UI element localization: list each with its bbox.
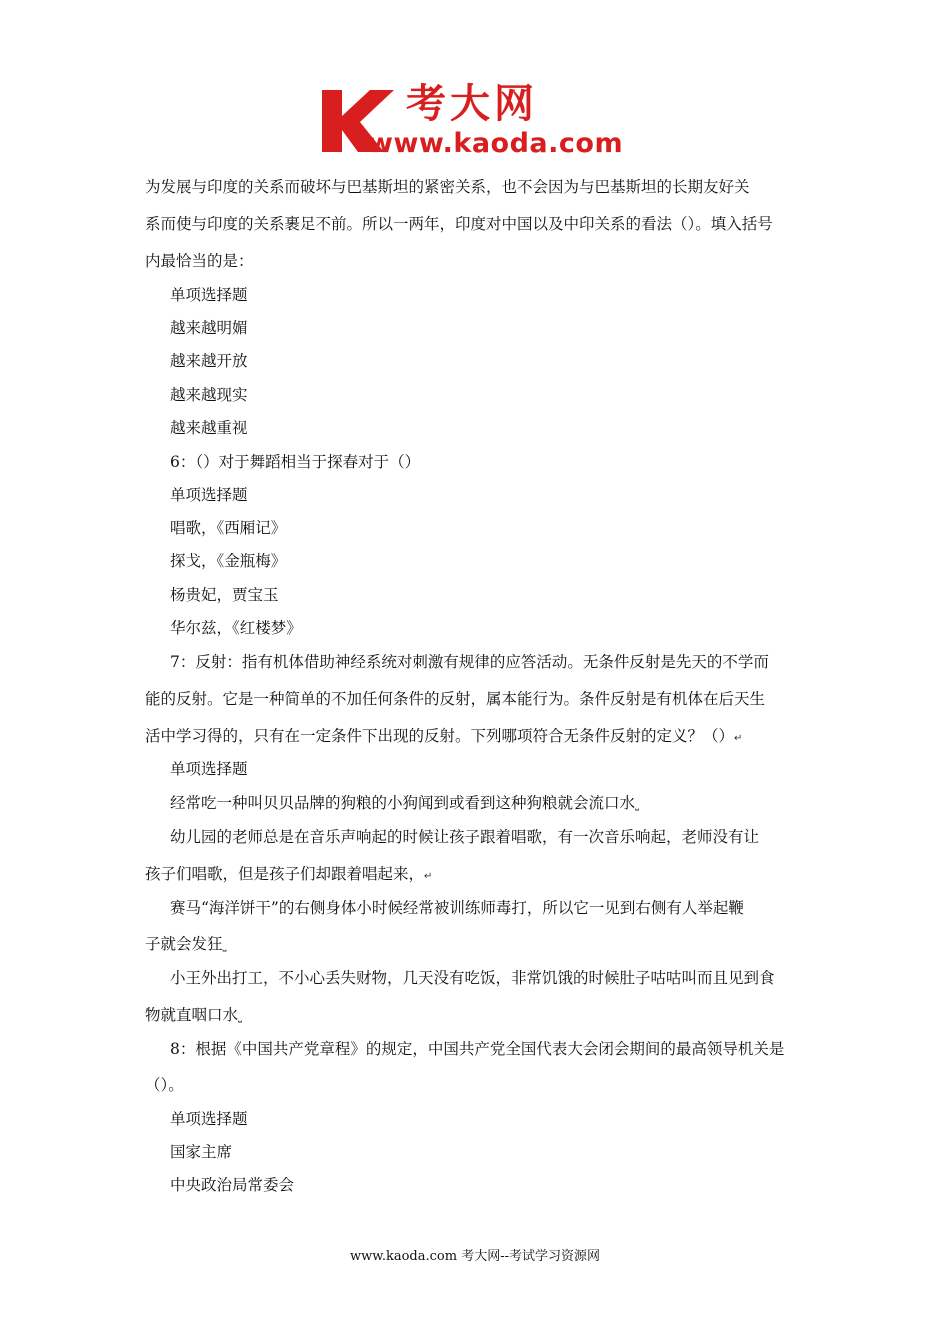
text-line: 为发展与印度的关系而破坏与巴基斯坦的紧密关系，也不会因为与巴基斯坦的长期友好关	[145, 178, 750, 196]
logo-chinese-text: 考大网	[406, 81, 538, 127]
option-text: 杨贵妃，贾宝玉	[170, 586, 279, 604]
logo-url-text: www.kaoda.com	[368, 128, 624, 159]
text-line: 物就直咽口水⎵	[145, 1006, 243, 1024]
text-line: 活中学习得的，只有在一定条件下出现的反射。下列哪项符合无条件反射的定义？（）↵	[145, 727, 743, 745]
text-line: 系而使与印度的关系裹足不前。所以一两年，印度对中国以及中印关系的看法（）。填入括号	[145, 215, 773, 233]
option-text: 幼儿园的老师总是在音乐声响起的时候让孩子跟着唱歌，有一次音乐响起，老师没有让	[170, 828, 760, 846]
paragraph-mark-icon: ↵	[424, 871, 433, 882]
paragraph-mark-icon: ↵	[734, 733, 743, 744]
option-text: 小王外出打工，不小心丢失财物，几天没有吃饭，非常饥饿的时候肚子咕咕叫而且见到食	[170, 969, 775, 987]
space-mark-icon: ⎵	[238, 1012, 243, 1023]
option-text: 越来越重视	[170, 419, 248, 437]
space-mark-icon: ⎵	[222, 941, 227, 952]
question-type-label: 单项选择题	[170, 486, 248, 504]
option-text: 中央政治局常委会	[170, 1176, 295, 1194]
text-line: 内最恰当的是：	[145, 252, 254, 270]
text-line: 子就会发狂⎵	[145, 935, 227, 953]
option-text: 越来越开放	[170, 352, 248, 370]
question-type-label: 单项选择题	[170, 1110, 248, 1128]
question-type-label: 单项选择题	[170, 760, 248, 778]
option-text: 国家主席	[170, 1143, 233, 1161]
question-text: 6：（）对于舞蹈相当于探春对于（）	[170, 453, 421, 471]
text-line: （）。	[145, 1076, 184, 1094]
option-text: 赛马“海洋饼干”的右侧身体小时候经常被训练师毒打，所以它一见到右侧有人举起鞭	[170, 899, 744, 917]
question-text: 7：反射：指有机体借助神经系统对刺激有规律的应答活动。无条件反射是先天的不学而	[170, 653, 769, 671]
page-footer: www.kaoda.com 考大网--考试学习资源网	[350, 1249, 600, 1264]
kaoda-logo	[318, 82, 648, 162]
question-text: 8：根据《中国共产党章程》的规定，中国共产党全国代表大会闭会期间的最高领导机关是	[170, 1040, 785, 1058]
option-text: 华尔兹，《红楼梦》	[170, 619, 302, 637]
text-line: 能的反射。它是一种简单的不加任何条件的反射，属本能行为。条件反射是有机体在后天生	[145, 690, 766, 708]
option-text: 越来越明媚	[170, 319, 248, 337]
option-text: 越来越现实	[170, 386, 248, 404]
option-text: 探戈，《金瓶梅》	[170, 552, 287, 570]
space-mark-icon: ⎵	[635, 800, 640, 811]
question-type-label: 单项选择题	[170, 286, 248, 304]
option-text: 唱歌，《西厢记》	[170, 519, 287, 537]
text-line: 孩子们唱歌，但是孩子们却跟着唱起来，↵	[145, 865, 433, 883]
option-text: 经常吃一种叫贝贝品牌的狗粮的小狗闻到或看到这种狗粮就会流口水⎵	[170, 794, 640, 812]
